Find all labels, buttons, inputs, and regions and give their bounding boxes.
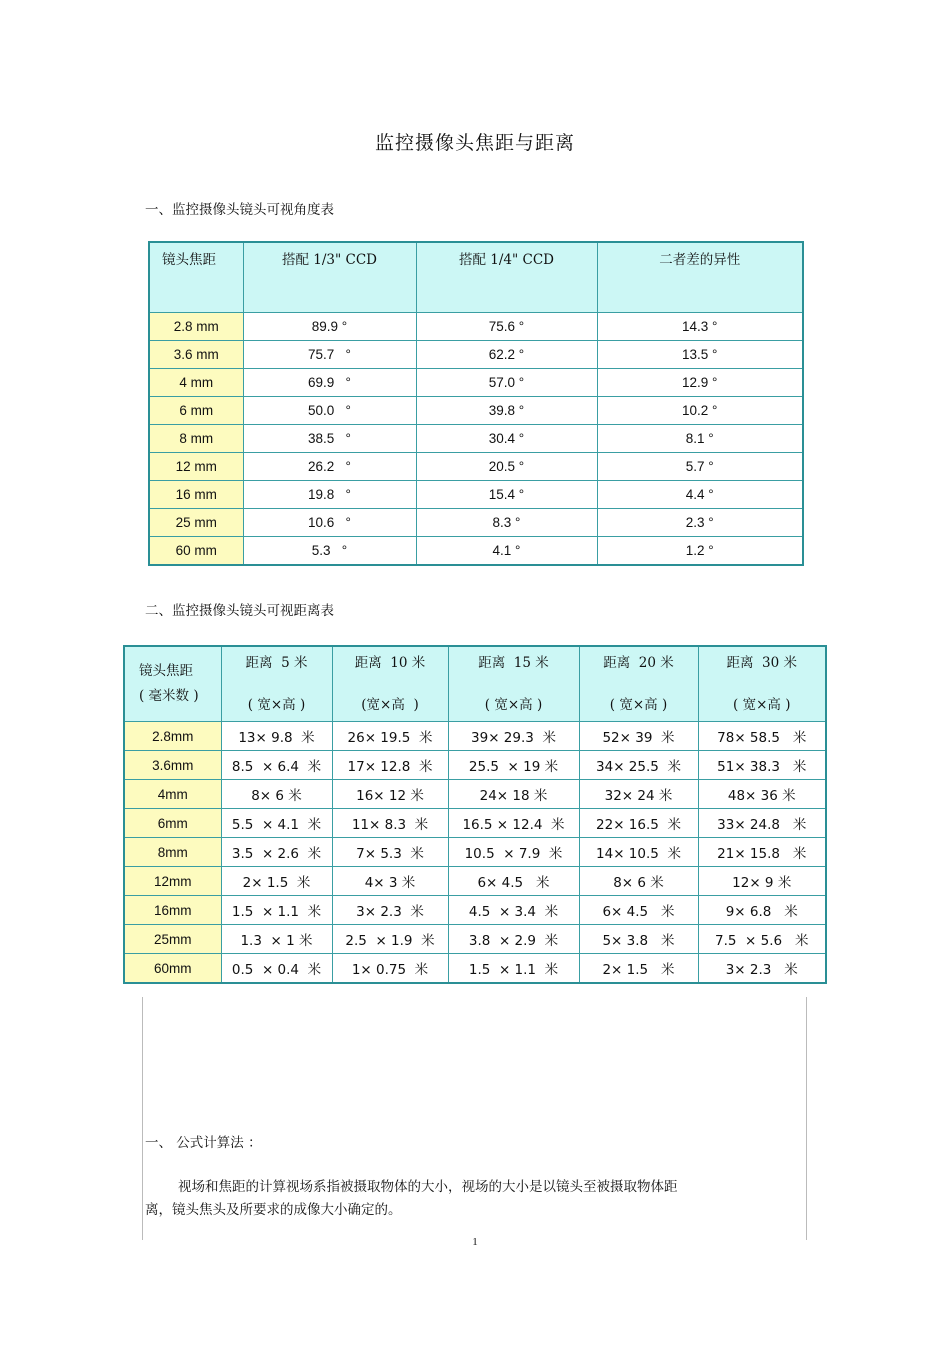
field-size-cell: 16× 12 米 [332,780,448,809]
table-row [149,425,803,453]
field-size-cell: 4.5 × 3.4 米 [448,896,579,925]
field-size-cell: 5.5 × 4.1 米 [221,809,332,838]
field-size-cell: 1× 0.75 米 [332,954,448,984]
focal-length-cell: 8 mm [149,425,243,453]
table-row [149,369,803,397]
field-size-cell: 5× 3.8 米 [579,925,698,954]
table-row [149,537,803,566]
angle-value-cell: 14.3 ° [597,313,803,341]
focal-length-cell: 6mm [124,809,221,838]
distance-table [123,645,827,984]
angle-value-cell: 13.5 ° [597,341,803,369]
table-row [124,838,826,867]
field-size-cell: 25.5 × 19 米 [448,751,579,780]
distance-label: 距离 30 米 [726,655,798,671]
focal-length-cell: 4mm [124,780,221,809]
field-size-cell: 1.5 × 1.1 米 [221,896,332,925]
angle-value-cell: 10.2 ° [597,397,803,425]
field-size-cell: 39× 29.3 米 [448,722,579,751]
field-size-cell: 21× 15.8 米 [698,838,826,867]
angle-value-cell: 69.9 ° [243,369,416,397]
frame-right-line [806,997,807,1240]
focal-length-cell: 4 mm [149,369,243,397]
field-size-cell: 51× 38.3 米 [698,751,826,780]
table-row [124,751,826,780]
field-size-cell: 4× 3 米 [332,867,448,896]
angle-value-cell: 10.6 ° [243,509,416,537]
field-size-cell: 34× 25.5 米 [579,751,698,780]
table-row [124,925,826,954]
angle-value-cell: 15.4 ° [416,481,597,509]
table-row [149,397,803,425]
table-row [149,481,803,509]
field-size-cell: 11× 8.3 米 [332,809,448,838]
focal-length-cell: 60 mm [149,537,243,566]
width-height-label: (宽×高 ) [361,697,419,713]
section-heading-formula: 一、 公式计算法 ： [145,1135,262,1151]
angle-value-cell: 5.7 ° [597,453,803,481]
field-size-cell: 6× 4.5 米 [579,896,698,925]
table-row [149,453,803,481]
field-size-cell: 3.5 × 2.6 米 [221,838,332,867]
angle-table-header-cell: 搭配 1/4" CCD [416,242,597,313]
field-size-cell: 33× 24.8 米 [698,809,826,838]
field-size-cell: 9× 6.8 米 [698,896,826,925]
angle-value-cell: 50.0 ° [243,397,416,425]
field-size-cell: 1.3 × 1 米 [221,925,332,954]
frame-left-line [142,997,143,1240]
angle-table-header-row [149,242,803,313]
paragraph-line-2: 离，镜头焦头及所要求的成像大小确定的。 [145,1202,402,1218]
angle-value-cell: 12.9 ° [597,369,803,397]
angle-table [148,241,804,566]
distance-header-cell [698,646,826,722]
page-number: 1 [472,1236,478,1248]
field-size-cell: 3× 2.3 米 [332,896,448,925]
focal-length-header-cell [124,646,221,722]
table-row [149,509,803,537]
focal-length-cell: 16mm [124,896,221,925]
field-size-cell: 1.5 × 1.1 米 [448,954,579,984]
table-row [149,313,803,341]
angle-value-cell: 8.3 ° [416,509,597,537]
focal-length-cell: 12 mm [149,453,243,481]
width-height-label: ( 宽×高 ) [609,697,668,713]
field-size-cell: 8× 6 米 [579,867,698,896]
section-heading-distance: 二、监控摄像头镜头可视距离表 [145,603,334,619]
table-row [124,809,826,838]
field-size-cell: 8× 6 米 [221,780,332,809]
field-size-cell: 12× 9 米 [698,867,826,896]
field-size-cell: 52× 39 米 [579,722,698,751]
field-size-cell: 2× 1.5 米 [221,867,332,896]
distance-table-header-row [124,646,826,722]
distance-label: 距离 10 米 [354,655,426,671]
focal-length-cell: 3.6mm [124,751,221,780]
header-text: 镜头焦距 [139,663,193,679]
table-row [149,341,803,369]
field-size-cell: 22× 16.5 米 [579,809,698,838]
focal-length-cell: 25mm [124,925,221,954]
field-size-cell: 16.5 × 12.4 米 [448,809,579,838]
field-size-cell: 2× 1.5 米 [579,954,698,984]
width-height-label: ( 宽×高 ) [733,697,791,713]
field-size-cell: 32× 24 米 [579,780,698,809]
angle-value-cell: 19.8 ° [243,481,416,509]
field-size-cell: 6× 4.5 米 [448,867,579,896]
angle-value-cell: 75.6 ° [416,313,597,341]
field-size-cell: 7× 5.3 米 [332,838,448,867]
angle-table-header-cell: 二者差的异性 [597,242,803,313]
angle-value-cell: 4.4 ° [597,481,803,509]
distance-header-cell [332,646,448,722]
field-size-cell: 10.5 × 7.9 米 [448,838,579,867]
angle-value-cell: 20.5 ° [416,453,597,481]
header-text: ( 毫米数 ) [139,688,199,704]
angle-value-cell: 57.0 ° [416,369,597,397]
field-size-cell: 78× 58.5 米 [698,722,826,751]
table-row [124,896,826,925]
distance-label: 距离 15 米 [478,655,549,671]
field-size-cell: 24× 18 米 [448,780,579,809]
focal-length-cell: 2.8 mm [149,313,243,341]
distance-header-cell [448,646,579,722]
focal-length-cell: 60mm [124,954,221,984]
field-size-cell: 48× 36 米 [698,780,826,809]
focal-length-cell: 8mm [124,838,221,867]
focal-length-cell: 25 mm [149,509,243,537]
field-size-cell: 26× 19.5 米 [332,722,448,751]
page-title: 监控摄像头焦距与距离 [374,132,575,154]
table-row [124,780,826,809]
focal-length-cell: 16 mm [149,481,243,509]
angle-value-cell: 39.8 ° [416,397,597,425]
angle-value-cell: 5.3 ° [243,537,416,566]
distance-label: 距离 20 米 [603,655,674,671]
distance-label: 距离 5 米 [245,655,308,671]
angle-value-cell: 1.2 ° [597,537,803,566]
field-size-cell: 3× 2.3 米 [698,954,826,984]
field-size-cell: 7.5 × 5.6 米 [698,925,826,954]
angle-value-cell: 4.1 ° [416,537,597,566]
distance-header-cell [221,646,332,722]
field-size-cell: 2.5 × 1.9 米 [332,925,448,954]
focal-length-cell: 12mm [124,867,221,896]
field-size-cell: 17× 12.8 米 [332,751,448,780]
angle-value-cell: 8.1 ° [597,425,803,453]
angle-value-cell: 75.7 ° [243,341,416,369]
field-size-cell: 13× 9.8 米 [221,722,332,751]
field-size-cell: 8.5 × 6.4 米 [221,751,332,780]
focal-length-cell: 6 mm [149,397,243,425]
table-row [124,867,826,896]
width-height-label: ( 宽×高 ) [484,697,543,713]
angle-value-cell: 62.2 ° [416,341,597,369]
field-size-cell: 14× 10.5 米 [579,838,698,867]
width-height-label: ( 宽×高 ) [247,697,306,713]
table-row [124,954,826,984]
field-size-cell: 0.5 × 0.4 米 [221,954,332,984]
section-heading-angle: 一、监控摄像头镜头可视角度表 [145,202,334,218]
angle-table-header-cell: 搭配 1/3" CCD [243,242,416,313]
angle-value-cell: 30.4 ° [416,425,597,453]
angle-value-cell: 89.9 ° [243,313,416,341]
distance-header-cell [579,646,698,722]
paragraph-line-1: 视场和焦距的计算视场系指被摄取物体的大小，视场的大小是以镜头至被摄取物体距 [178,1179,678,1195]
table-row [124,722,826,751]
angle-value-cell: 26.2 ° [243,453,416,481]
angle-value-cell: 38.5 ° [243,425,416,453]
angle-value-cell: 2.3 ° [597,509,803,537]
focal-length-cell: 2.8mm [124,722,221,751]
angle-table-header-cell: 镜头焦距 [149,242,243,313]
field-size-cell: 3.8 × 2.9 米 [448,925,579,954]
focal-length-cell: 3.6 mm [149,341,243,369]
